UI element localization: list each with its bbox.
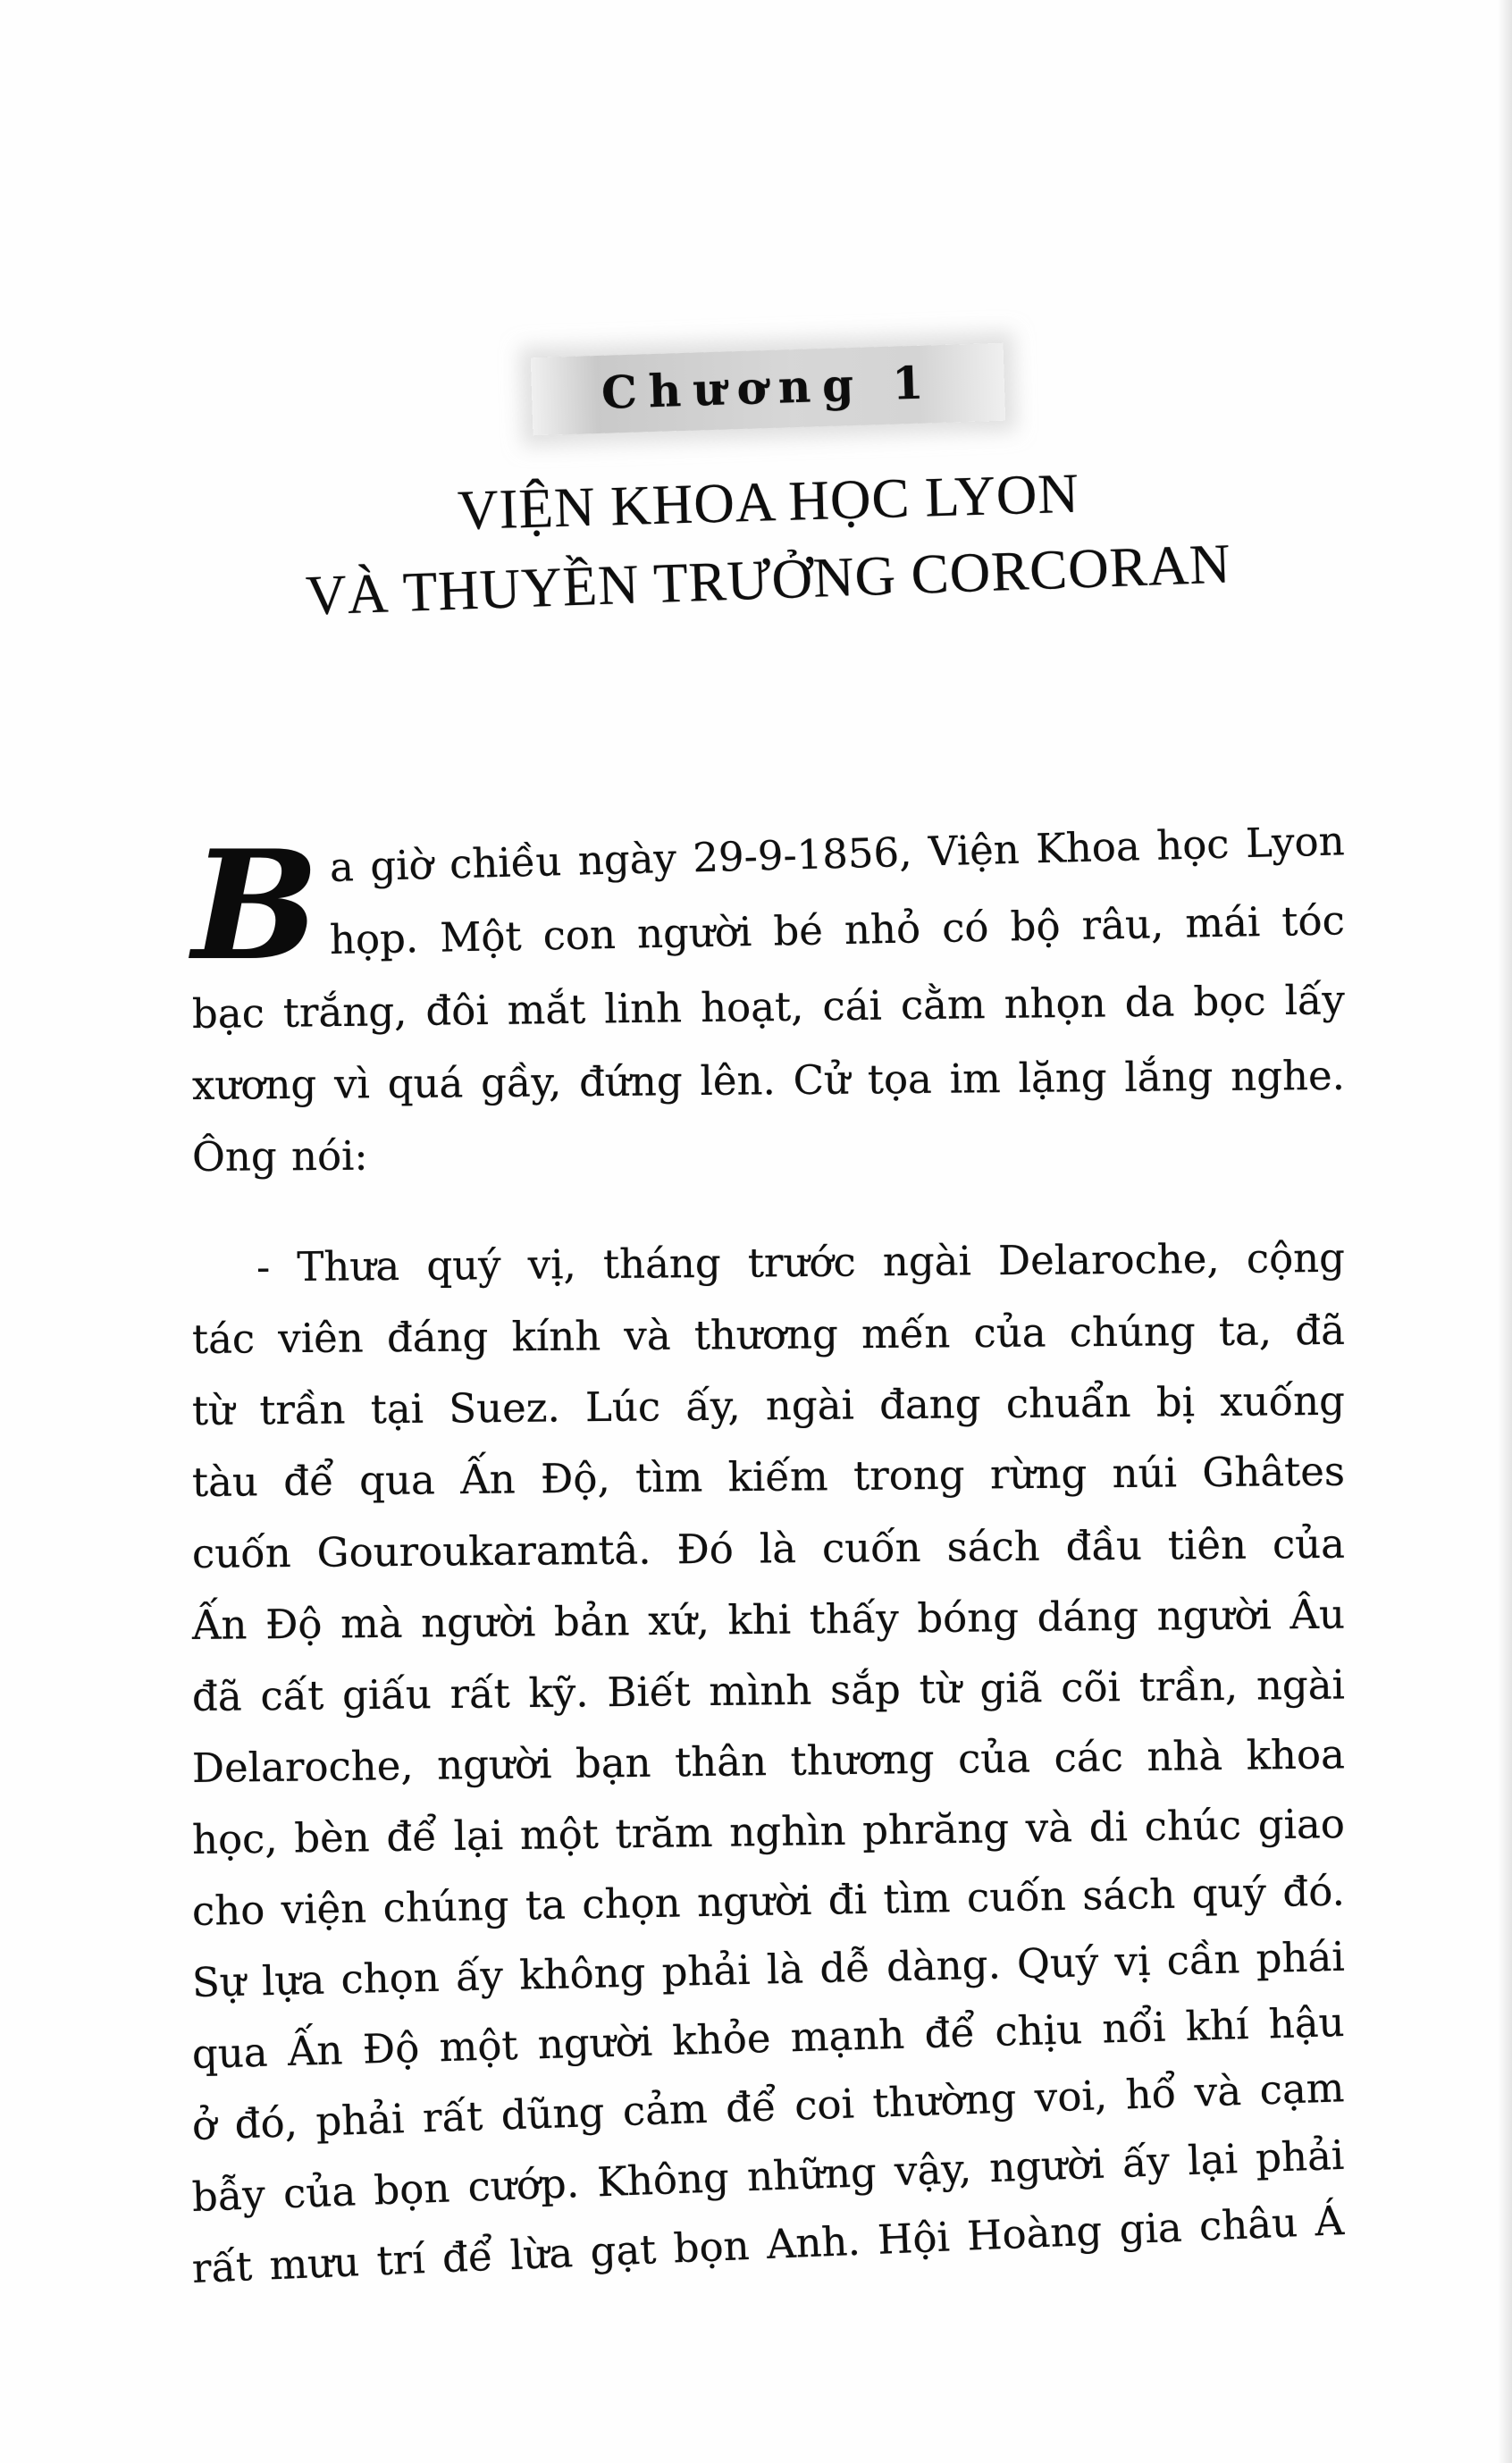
text-line: ở đó, phải rất dũng cảm để coi thường voi, hổ và cạm (191, 2064, 1346, 2149)
paragraph-opening (191, 817, 1346, 1193)
text-line: a giờ chiều ngày 29-9-1856, Viện Khoa học Lyon (329, 817, 1346, 891)
text-line: bẫy của bọn cướp. Không những vậy, người ấy lại phải (191, 2131, 1346, 2221)
text-line: học, bèn để lại một trăm nghìn phrăng và di chúc giao (191, 1799, 1346, 1863)
text-line: - Thưa quý vị, tháng trước ngài Delaroche, cộng (256, 1233, 1346, 1291)
text-line: cho viện chúng ta chọn người đi tìm cuốn sách quý đó. (191, 1867, 1346, 1935)
chapter-title-line-1: VIỆN KHOA HỌC LYON (457, 461, 1080, 542)
text-line: xương vì quá gầy, đứng lên. Cử tọa im lặng lắng nghe. (191, 1051, 1346, 1109)
text-line: cuốn Gouroukaramtâ. Đó là cuốn sách đầu tiên của (191, 1519, 1346, 1577)
page-content (192, 0, 1345, 2305)
chapter-heading-row (192, 350, 1345, 428)
text-line: Delaroche, người bạn thân thương của các nhà khoa (191, 1730, 1346, 1792)
text-line: đã cất giấu rất kỹ. Biết mình sắp từ giã cõi trần, ngài (191, 1660, 1346, 1720)
body-text (190, 817, 1346, 2305)
chapter-heading: Chương 1 (531, 343, 1006, 436)
text-line: tác viên đáng kính và thương mến của chúng ta, đã (191, 1306, 1346, 1363)
text-line: rất mưu trí để lừa gạt bọn Anh. Hội Hoàng gia châu Á (190, 2197, 1345, 2292)
chapter-title-line-2: VÀ THUYỀN TRƯỞNG CORCORAN (305, 532, 1232, 627)
text-line: tàu để qua Ấn Độ, tìm kiếm trong rừng núi Ghâtes (191, 1447, 1346, 1506)
paragraph-dialogue (192, 1232, 1345, 2305)
text-line: từ trần tại Suez. Lúc ấy, ngài đang chuẩn bị xuống (191, 1376, 1346, 1434)
text-line: Ấn Độ mà người bản xứ, khi thấy bóng dáng người Âu (191, 1590, 1346, 1649)
chapter-title (192, 461, 1345, 627)
text-line: Sự lựa chọn ấy không phải là dễ dàng. Quý vị cần phái (191, 1932, 1346, 2006)
text-line: bạc trắng, đôi mắt linh hoạt, cái cằm nhọn da bọc lấy (191, 976, 1346, 1038)
drop-cap: B (192, 817, 319, 994)
text-line: qua Ấn Độ một người khỏe mạnh để chịu nổi khí hậu (191, 1997, 1346, 2078)
text-line: Ông nói: (191, 1131, 368, 1181)
text-line: họp. Một con người bé nhỏ có bộ râu, mái tóc (329, 896, 1346, 964)
